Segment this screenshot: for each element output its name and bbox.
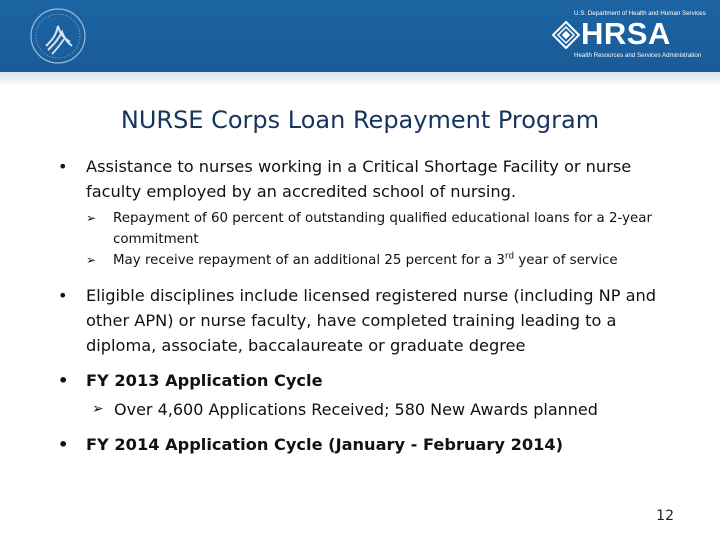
hrsa-logo (552, 10, 704, 64)
bullet-text: FY 2014 Application Cycle (January - February 2014) (86, 435, 564, 454)
page-number: 12 (656, 508, 674, 524)
arrow-bullet-icon: ➢ (92, 401, 104, 417)
bullet-marker: • (58, 371, 69, 390)
hhs-seal-icon (28, 6, 88, 66)
bullet-text: FY 2013 Application Cycle (86, 371, 323, 390)
bullet-assistance (58, 154, 678, 204)
sub-bullet-text: Repayment of 60 percent of outstanding qualified educational loans for a 2-year commitment (113, 211, 652, 247)
agency-name-text: Health Resources and Services Administration (574, 52, 702, 59)
header-divider (0, 72, 720, 86)
sub-bullet-text: Over 4,600 Applications Received; 580 New Awards planned (114, 400, 598, 419)
bullet-marker: • (58, 157, 68, 176)
sub-bullet-text: May receive repayment of an additional 25 percent for a 3 (113, 253, 505, 268)
sub-bullet-additional-25 (86, 250, 678, 271)
hrsa-wordmark: HRSA (581, 16, 671, 51)
sub-bullet-repayment-60 (86, 208, 678, 250)
bullet-fy2013 (58, 368, 678, 393)
bullet-eligible-disciplines (58, 283, 678, 358)
arrow-bullet-icon: ➢ (86, 211, 97, 225)
sub-bullet-text-tail: year of service (514, 253, 618, 268)
bullet-text: Assistance to nurses working in a Critical Shortage Facility or nurse faculty employed by an accredited school of nursing. (86, 157, 632, 201)
slide-title: NURSE Corps Loan Repayment Program (120, 106, 600, 134)
arrow-bullet-icon: ➢ (86, 253, 97, 267)
bullet-fy2014 (58, 432, 678, 457)
bullet-marker: • (58, 286, 68, 305)
ordinal-suffix: rd (504, 251, 515, 262)
header-bar (0, 0, 720, 72)
bullet-text: Eligible disciplines include licensed registered nurse (including NP and other APN) or nurse faculty, have completed training leading to a diploma, associate, baccalaureate or graduate degree (86, 286, 657, 355)
hrsa-diamond-icon (552, 21, 580, 49)
agency-department-text: U.S. Department of Health and Human Services (574, 10, 706, 17)
slide-body (58, 154, 678, 457)
bullet-marker: • (58, 435, 69, 454)
sub-bullet-applications (92, 397, 678, 422)
